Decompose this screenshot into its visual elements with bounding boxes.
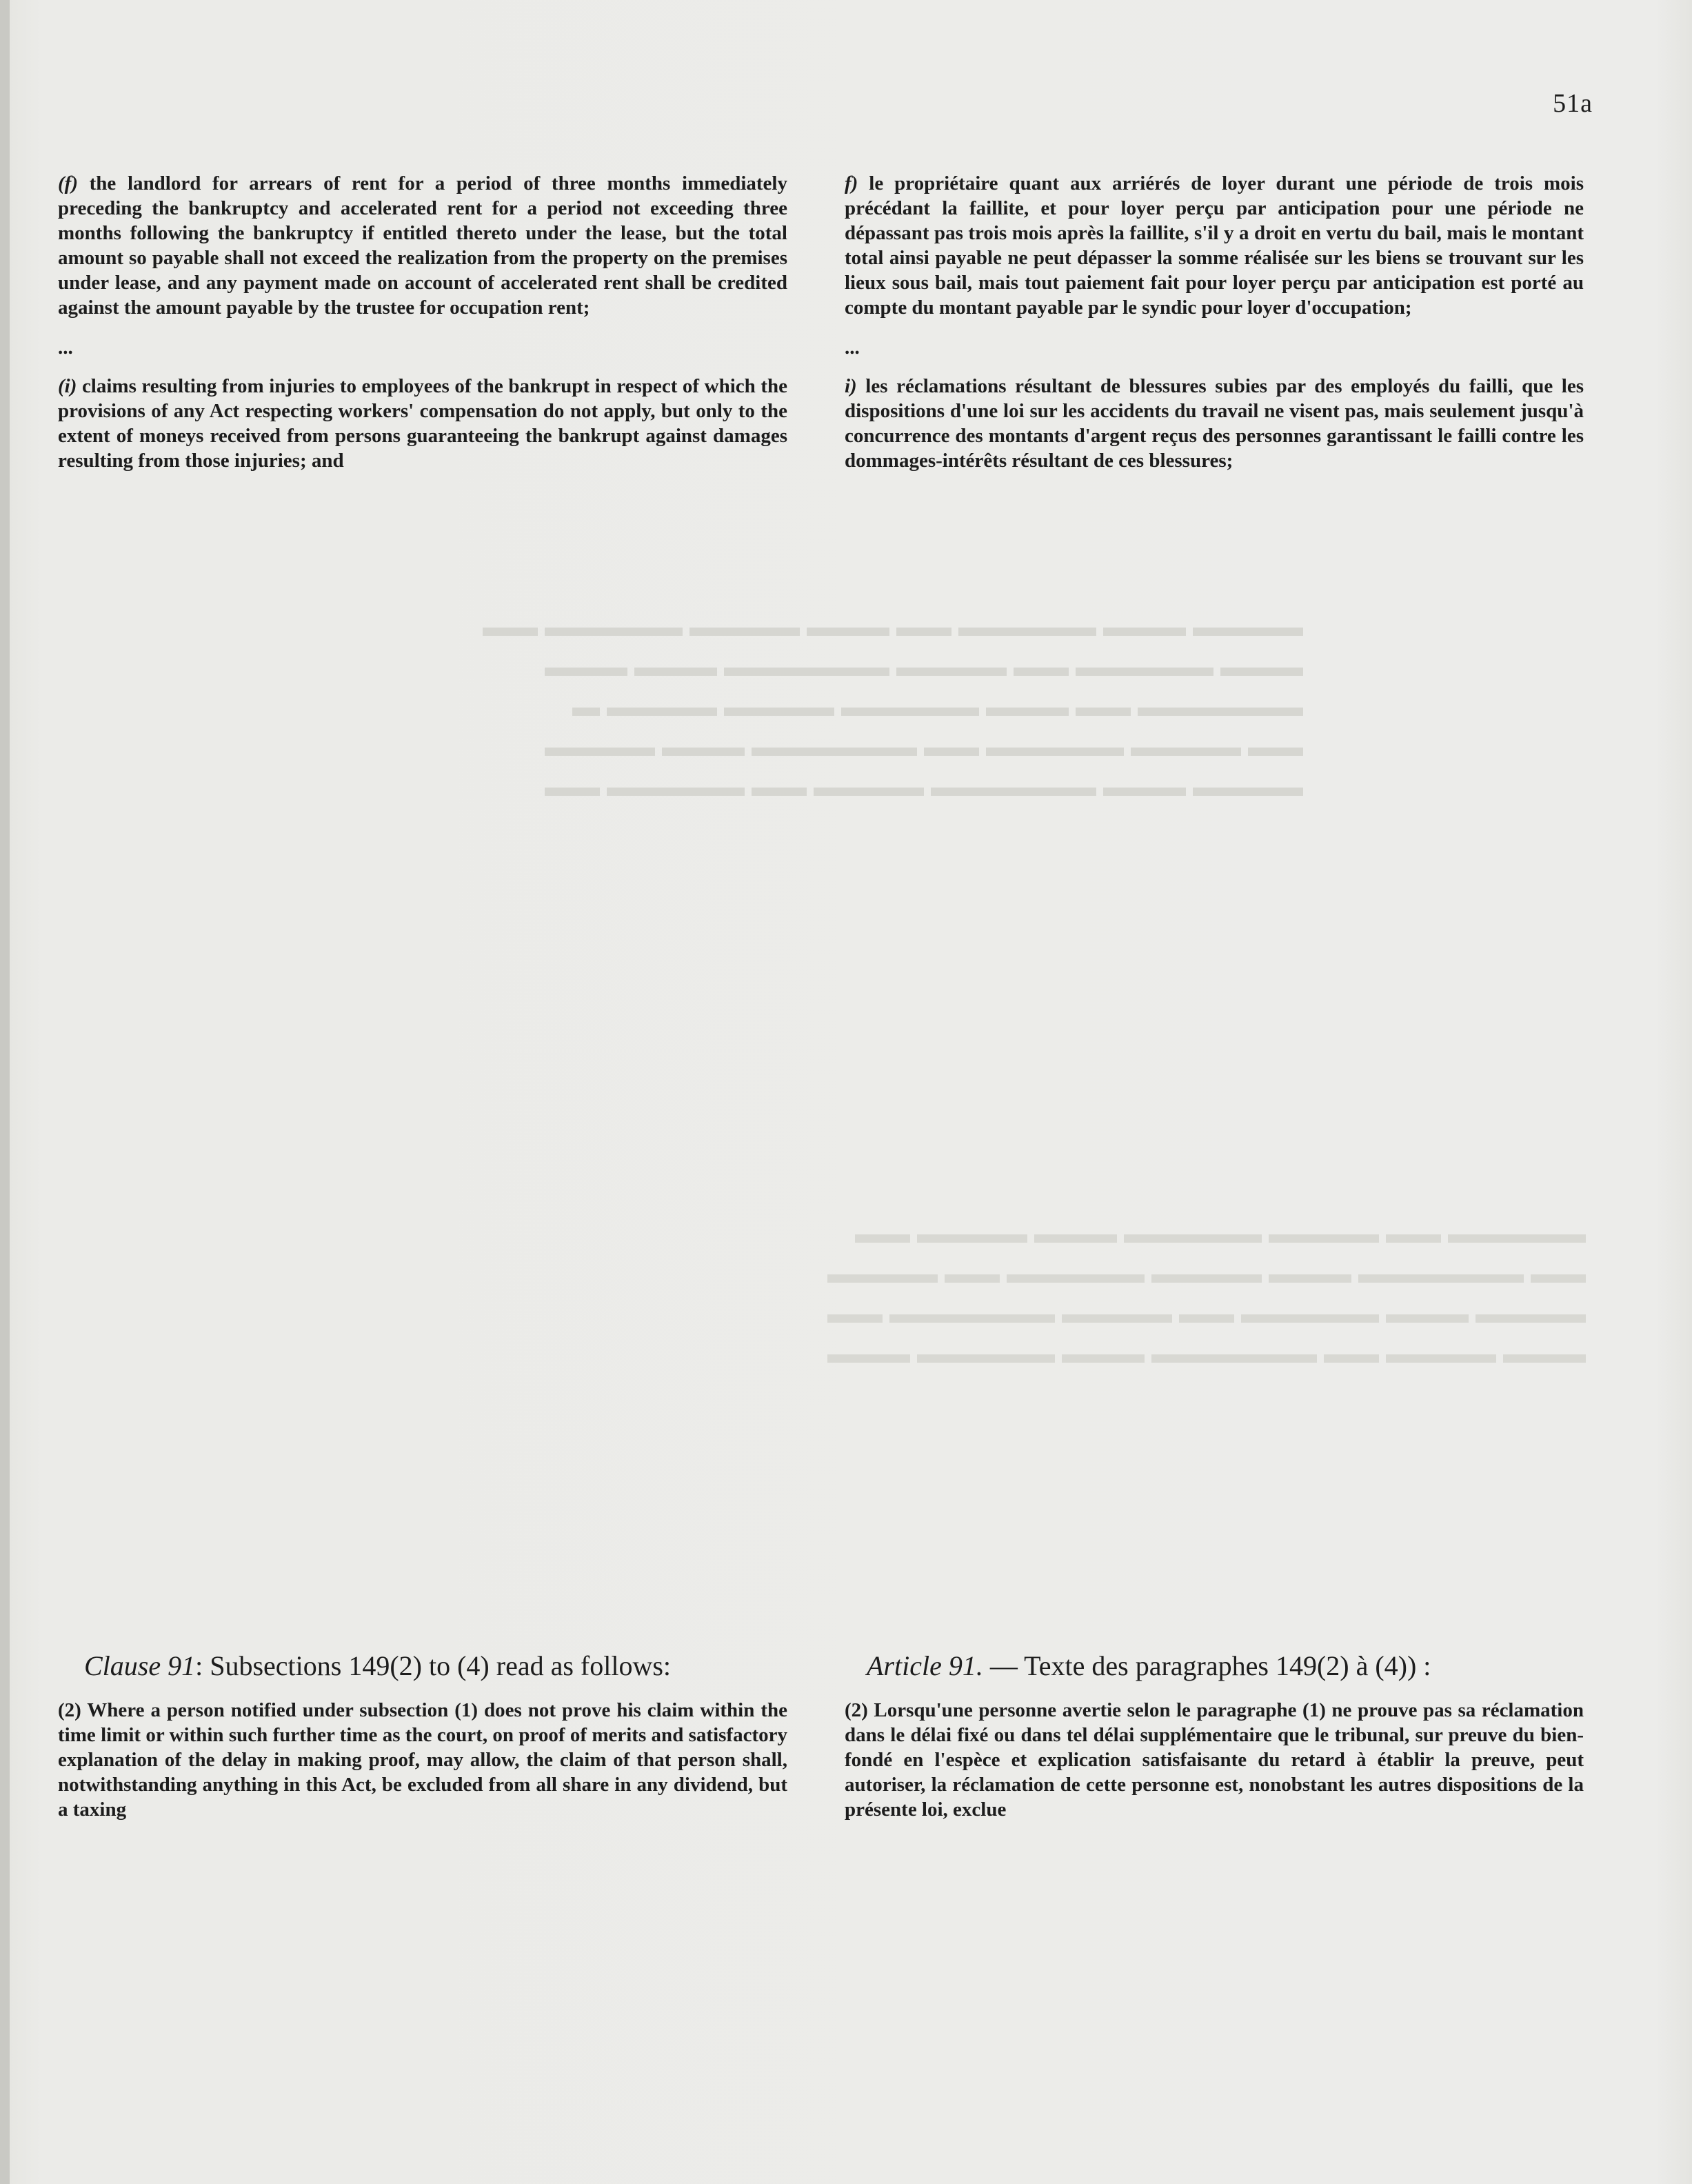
paragraph-text: les réclamations résultant de blessures subies par des employés du failli, que les dispositions d'une loi sur les accidents du travail ne visent pas, mais seulement jusqu'à concurrence des montants d'argent reçus des personnes garantissant le failli contre les dommages-intérêts résultant de ces blessures; [845,375,1584,472]
english-clause-note [58,1650,787,1822]
clause-label: Clause 91 [84,1650,196,1681]
page-number: 51a [1553,89,1593,118]
french-clause-note [845,1650,1584,1822]
french-paragraph-i [845,374,1584,473]
paragraph-marker: i) [845,375,857,397]
paragraph-marker: f) [845,172,858,194]
paragraph-marker: (i) [58,375,77,397]
french-subsection-2: (2) Lorsqu'une personne avertie selon le paragraphe (1) ne prouve pas sa réclamation dans le délai fixé ou dans tel délai supplémentaire que le tribunal, sur preuve du bien-fondé en l'espèce et explication satisfaisante du retard à établir la preuve, peut autoriser, la réclamation de cette personne est, nonobstant les autres dispositions de la présente loi, exclue [845,1699,1584,1821]
english-amendment-column [58,171,787,488]
omission-ellipsis: ... [58,337,73,359]
clause-label: Article 91. [867,1650,983,1681]
page-edge-shadow [0,0,10,2184]
paragraph-text: claims resulting from injuries to employees of the bankrupt in respect of which the provisions of any Act respecting workers' compensation do not apply, but only to the extent of moneys received from persons guaranteeing the bankrupt against damages resulting from those injuries; and [58,375,787,472]
bleed-through-texture: ▬▬▬▬ ▬▬▬ ▬▬▬▬▬ ▬▬ ▬▬▬ ▬▬▬▬ ▬▬▬▬▬ ▬▬ ▬▬▬ ▬▬▬▬▬ ▬▬ ▬▬▬▬ ▬▬▬▬▬▬ ▬▬▬ ▬▬▬ ▬▬▬▬▬▬ ▬▬ ▬▬▬ ▬▬▬▬▬ ▬▬▬▬ ▬▬▬▬ ▬ ▬▬ ▬▬▬▬ ▬▬▬▬▬ ▬▬ ▬▬▬▬▬▬ ▬▬▬ ▬▬▬▬ ▬▬▬▬ ▬▬▬ ▬▬▬▬▬▬ ▬▬▬▬ ▬▬ ▬▬▬▬▬ ▬▬ [483,611,1303,802]
english-paragraph-i [58,374,787,473]
english-paragraph-f [58,171,787,320]
paragraph-text: the landlord for arrears of rent for a period of three months immediately preceding the bankruptcy and accelerated rent for a period not exceeding three months following the bankruptcy if entitled thereto under the lease, but the total amount so payable shall not exceed the realization from the property on the premises under lease, and any payment made on account of accelerated rent shall be credited against the amount payable by the trustee for occupation rent; [58,172,787,319]
clause-heading-text: : Subsections 149(2) to (4) read as follows: [195,1650,672,1681]
clause-heading [845,1650,1584,1683]
paragraph-text: le propriétaire quant aux arriérés de loyer durant une période de trois mois précédant la faillite, et pour loyer perçu par anticipation pour une période ne dépassant pas trois mois après la faillite, s'il y a droit en vertu du bail, mais le montant total ainsi payable ne peut dépasser la somme réalisée sur les biens se trouvant sur les lieux sous bail, mais tout paiement fait pour loyer perçu par anticipation est porté au compte du montant payable par le syndic pour loyer d'occupation; [845,172,1584,319]
clause-heading-text: — Texte des paragraphes 149(2) à (4)) : [983,1650,1431,1681]
french-paragraph-f [845,171,1584,320]
paragraph-marker: (f) [58,172,78,194]
clause-heading [58,1650,787,1683]
english-subsection-2: (2) Where a person notified under subsection (1) does not prove his claim within the time limit or within such further time as the court, on proof of merits and satisfactory explanation of the delay in making proof, may allow, the claim of that person shall, notwithstanding anything in this Act, be excluded from all share in any dividend, but a taxing [58,1699,787,1821]
french-amendment-column [845,171,1584,488]
bleed-through-texture: ▬▬▬▬▬ ▬▬ ▬▬▬▬ ▬▬▬▬▬ ▬▬▬ ▬▬▬▬ ▬▬ ▬▬ ▬▬▬▬▬▬ ▬▬▬ ▬▬▬▬ ▬▬▬▬▬ ▬▬ ▬▬▬▬ ▬▬▬▬ ▬▬▬ ▬▬▬▬▬ ▬▬ ▬▬▬▬ ▬▬▬▬▬▬ ▬▬ ▬▬▬ ▬▬▬▬ ▬▬ ▬▬▬▬▬▬ ▬▬▬ ▬▬▬▬▬ ▬▬▬ [827,1218,1586,1369]
omission-ellipsis: ... [845,337,860,359]
